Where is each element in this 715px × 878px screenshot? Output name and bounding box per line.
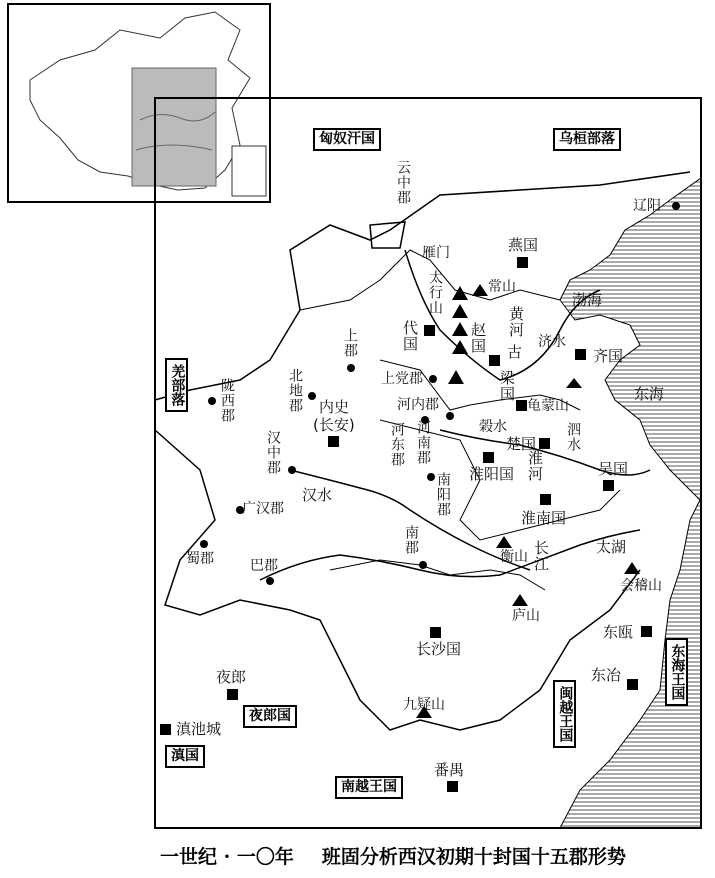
huai-river-label: 淮河 [526, 450, 544, 482]
neishi-marker [328, 436, 339, 447]
han-water-label: 汉水 [302, 486, 333, 504]
map-caption [160, 842, 654, 869]
shangdang-dot [429, 375, 437, 383]
bohai-label: 渤海 [572, 291, 603, 309]
neishi-label: 内史 [319, 398, 350, 416]
yangtze-line [260, 530, 640, 580]
henei-label: 河内郡 [397, 397, 439, 413]
dongou-label: 东瓯 [603, 623, 634, 641]
huaiyang-label: 淮阳国 [469, 465, 515, 483]
guanghan-label: 广汉郡 [242, 501, 284, 517]
changsha-marker [430, 627, 441, 638]
shu-dot [200, 540, 208, 548]
guimeng-label: 龟蒙山 [527, 398, 569, 414]
yelang-marker [227, 689, 238, 700]
henan-label: 河南郡 [415, 420, 431, 465]
ba-dot [266, 577, 274, 585]
sea-area [560, 178, 701, 828]
hanzhong-dot [288, 466, 296, 474]
longxi-dot [208, 397, 216, 405]
dian-label: 滇国 [165, 745, 205, 768]
shang-dot [347, 364, 355, 372]
donghai-label: 东海王国 [665, 638, 688, 706]
shang-label: 上郡 [342, 328, 358, 358]
yunzhong-label: 云中郡 [395, 160, 411, 205]
yanmen-label: 雁门 [422, 245, 450, 261]
hanzhong-label: 汉中郡 [265, 430, 281, 475]
liaoyang-dot [672, 202, 680, 210]
huainan-label: 淮南国 [521, 509, 567, 527]
hengshan-label: 衡山 [500, 549, 528, 565]
huainan-marker [540, 494, 551, 505]
zhao-marker [489, 355, 500, 366]
wu-label: 吴国 [598, 460, 629, 478]
yelang-label: 夜郎 [216, 668, 247, 686]
hedong-label: 河东郡 [389, 422, 405, 467]
qi-label: 齐国 [593, 347, 624, 365]
zhao-label: 赵国 [469, 322, 487, 354]
beidi-label: 北地郡 [287, 368, 303, 413]
si-water-label: 泗水 [565, 422, 581, 452]
minyue-label: 闽越王国 [553, 680, 576, 748]
gu-water-label: 榖水 [479, 419, 507, 435]
changan-label: (长安) [313, 416, 355, 434]
yan-marker [517, 257, 528, 268]
lushan-label: 庐山 [512, 608, 540, 624]
yellow-river-label: 黄河 [507, 306, 525, 338]
taihang-label: 太行山 [427, 270, 443, 315]
chu-marker [539, 438, 550, 449]
dianchi-label: 滇池城 [176, 720, 222, 738]
panyu-marker [447, 781, 458, 792]
ancient-label: 古 [507, 343, 523, 361]
caption-title: 班固分析西汉初期十封国十五郡形势 [321, 846, 626, 868]
nanyue-label: 南越王国 [335, 776, 403, 799]
nan-label: 南郡 [403, 525, 419, 555]
wuhuan-label: 乌桓部落 [553, 128, 621, 151]
nanyang-dot [427, 473, 435, 481]
ji-water-label: 济水 [538, 334, 566, 350]
dai-label: 代国 [401, 320, 419, 352]
henei-dot [446, 412, 454, 420]
yunzhong-salient [370, 222, 405, 248]
changsha-label: 长沙国 [416, 640, 462, 658]
yelang-state-label: 夜郎国 [243, 705, 297, 728]
yangtze-label: 长江 [532, 540, 550, 572]
caption-era: 一世纪 · 一〇年 [160, 846, 294, 868]
east-sea-label: 东海 [634, 385, 665, 403]
dongye-label: 东冶 [591, 666, 622, 684]
liang-marker [516, 400, 527, 411]
inset-map [8, 4, 270, 202]
dai-marker [424, 325, 435, 336]
ba-label: 巴郡 [250, 558, 278, 574]
jiuyi-label: 九疑山 [403, 697, 445, 713]
shu-label: 蜀郡 [186, 551, 214, 567]
changshan-label: 常山 [488, 279, 516, 295]
dongye-marker [627, 679, 638, 690]
wu-marker [603, 480, 614, 491]
dianchi-marker [160, 724, 171, 735]
liang-label: 梁国 [498, 370, 516, 402]
chu-label: 楚国 [506, 435, 537, 453]
shangdang-label: 上党郡 [381, 371, 423, 387]
han-river-line [290, 470, 530, 570]
liaoyang-label: 辽阳 [633, 198, 661, 214]
taihu-label: 太湖 [596, 538, 627, 556]
nan-dot [419, 561, 427, 569]
dongou-marker [641, 626, 652, 637]
panyu-label: 番禺 [434, 761, 465, 779]
kuaiji-label: 会稽山 [620, 578, 662, 594]
longxi-label: 陇西郡 [219, 378, 235, 423]
beidi-dot [308, 392, 316, 400]
yan-label: 燕国 [508, 236, 539, 254]
xiongnu-label: 匈奴汗国 [313, 128, 381, 151]
qiang-label: 羌部落 [165, 358, 188, 412]
huaiyang-marker [483, 452, 494, 463]
nanyang-label: 南阳郡 [435, 472, 451, 517]
qi-marker [575, 349, 586, 360]
